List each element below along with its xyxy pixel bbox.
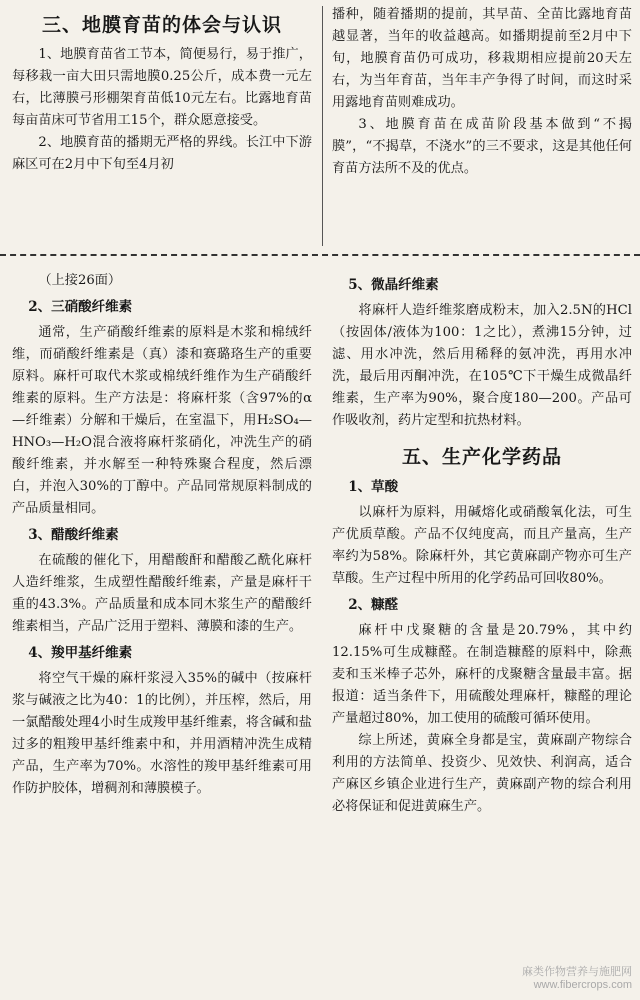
paragraph: 将麻杆人造纤维浆磨成粉末，加入2.5N的HCl（按固体/液体为100：1之比），煮沸15分钟，过滤、用水冲洗，然后用稀释的氨冲洗，再用水冲洗，最后用丙酮冲洗，在105℃下干燥生成微晶纤维素，生产率为90%，聚合度180—200。产品可作吸收剂，药片定型和抗热材料。 <box>332 303 632 428</box>
subsection-title: 3、醋酸纤维素 <box>28 527 119 543</box>
subsection-title: 4、羧甲基纤维素 <box>28 645 133 661</box>
paragraph: 麻杆中戊聚糖的含量是20.79%，其中约12.15%可生成糠醛。在制造糠醛的原料中，除燕麦和玉米棒子芯外，麻杆的戊聚糖含量最丰富。据报道：适当条件下，用硫酸处理麻杆，糠醛的理论产量超过80%，加工使用的硫酸可循环使用。 <box>332 623 632 726</box>
paragraph: 通常，生产硝酸纤维素的原料是木浆和棉绒纤维，而硝酸纤维素是（真）漆和赛璐珞生产的重要原料。麻杆可取代木浆或棉绒纤维作为生产硝酸纤维素的原料。生产方法是：将麻杆浆（含97%的α—纤维素）分解和干燥后，在室温下，用H₂SO₄—HNO₃—H₂O混合液将麻杆浆硝化，冲洗生产的硝酸纤维素，并水解至一种特殊聚合程度，然后漂白，并泡入30%的丁醇中。产品同常规原料制成的产品质量相同。 <box>12 325 312 516</box>
paragraph: 3、地膜育苗在成苗阶段基本做到“不揭膜”，“不揭草，不浇水”的三不要求，这是其他任何育苗方法所不及的优点。 <box>332 117 632 176</box>
bottom-left-column <box>12 270 312 800</box>
paragraph: 播种，随着播期的提前，其早苗、全苗比露地育苗越显著，当年的收益越高。如播期提前至2月中下旬，地膜育苗仍可成功，移栽期相应提前20天左右，为当年育苗，当年丰产争得了时间，而这时采用露地育苗则难成功。 <box>332 7 632 110</box>
watermark-url: www.fibercrops.com <box>533 979 632 991</box>
subsection-title: 2、三硝酸纤维素 <box>28 299 133 315</box>
paragraph: 1、地膜育苗省工节本，简便易行，易于推广，每移栽一亩大田只需地膜0.25公斤，成本费一元左右，比薄膜弓形棚架育苗低10元左右。比露地育苗每亩苗床可节省用工15个，群众愿意接受。 <box>12 47 312 128</box>
watermark-line: 麻类作物营养与施肥网 <box>522 966 632 978</box>
column-separator <box>322 6 323 246</box>
paragraph: 在硫酸的催化下，用醋酸酐和醋酸乙酰化麻杆人造纤维浆，生成塑性醋酸纤维素，产量是麻杆干重的43.3%。产品质量和成本同木浆生产的醋酸纤维素相当，产品广泛用于塑料、薄膜和漆的生产。 <box>12 553 312 634</box>
top-right-column <box>332 4 632 180</box>
paragraph: 2、地膜育苗的播期无严格的界线。长江中下游麻区可在2月中下旬至4月初 <box>12 135 312 172</box>
chapter-heading: 五、生产化学药品 <box>401 446 562 468</box>
continued-note: （上接26面） <box>38 273 122 288</box>
paragraph: 综上所述，黄麻全身都是宝，黄麻副产物综合利用的方法简单、投资少、见效快、利润高，适合产麻区乡镇企业进行生产，黄麻副产物的综合利用必将保证和促进黄麻生产。 <box>332 733 632 814</box>
section-heading: 三、地膜育苗的体会与认识 <box>41 14 282 36</box>
dashed-divider <box>0 254 640 256</box>
paragraph: 以麻杆为原料，用碱熔化或硝酸氧化法，可生产优质草酸。产品不仅纯度高，而且产量高，生产率约为58%。除麻杆外，其它黄麻副产物亦可生产草酸。生产过程中所用的化学药品可回收80%。 <box>332 505 632 586</box>
subsection-title: 5、微晶纤维素 <box>348 277 439 293</box>
subsection-title: 2、糠醛 <box>348 597 399 613</box>
paragraph: 将空气干燥的麻杆浆浸入35%的碱中（按麻杆浆与碱液之比为40：1的比例），并压榨，然后，用一氯醋酸处理4小时生成羧甲基纤维素，将含碱和盐过多的粗羧甲基纤维素中和，并用酒精冲洗生成精产品，生产率为70%。水溶性的羧甲基纤维素可用作防护胶体，增稠剂和薄膜模子。 <box>12 671 312 796</box>
watermark <box>522 966 632 992</box>
bottom-right-column <box>332 270 632 818</box>
subsection-title: 1、草酸 <box>348 479 399 495</box>
top-left-column <box>12 14 312 176</box>
